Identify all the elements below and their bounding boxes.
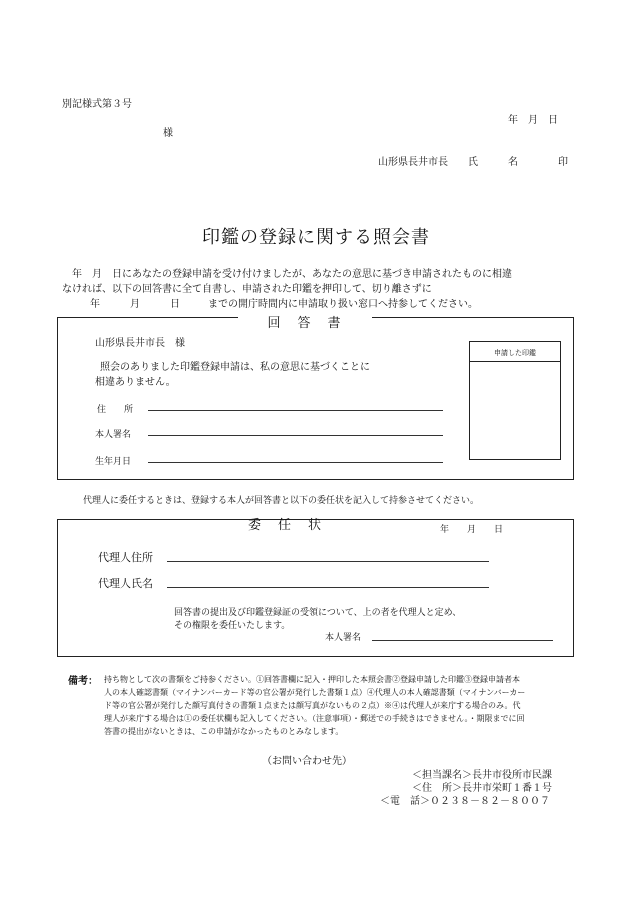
delegation-signature-label: 本人署名	[325, 633, 362, 643]
contact-address: ＜住 所＞長井市栄町１番１号	[412, 783, 552, 794]
proxy-name-line[interactable]	[167, 587, 489, 588]
form-number: 別記様式第３号	[62, 99, 132, 110]
delegation-signature-line[interactable]	[372, 640, 553, 641]
answer-addressee: 山形県長井市長 様	[95, 338, 185, 349]
contact-dept: ＜担当課名＞長井市役所市民課	[412, 770, 552, 781]
notes-line: 理人が来庁する場合は①の委任状欄も記入してください。（注意事項）・郵送での手続きはできません。・期限までに回	[104, 714, 525, 723]
address-line[interactable]	[148, 410, 443, 411]
addressee-suffix: 様	[163, 128, 173, 139]
answer-body-2: 相違ありません。	[95, 377, 176, 388]
page-title: 印鑑の登録に関する照会書	[202, 227, 430, 248]
delegation-body-2: その権限を委任いたします。	[174, 621, 291, 631]
seal-box-divider	[469, 361, 561, 362]
answer-body-1: 照会のありました印鑑登録申請は、私の意思に基づくことに	[100, 362, 370, 373]
notes-line: 人の本人確認書類（マイナンバーカード等の官公署が発行した書類１点）④代理人の本人確認書類（マイナンバーカー	[104, 688, 526, 697]
proxy-address-line[interactable]	[167, 561, 489, 562]
seal-box-label: 申請した印鑑	[494, 349, 536, 357]
intro-line-2: なければ、以下の回答書に全て自書し、申請された印鑑を押印して、切り離さずに	[62, 284, 432, 295]
notes-line: 持ち物として次の書類をご持参ください。①回答書欄に記入・押印した本照会書②登録申請した印鑑③登録申請者本	[104, 675, 520, 684]
delegation-heading: 委 任 状	[248, 518, 324, 533]
intro-line-3-date: 年 月 日	[90, 299, 180, 310]
birthdate-line[interactable]	[148, 462, 443, 463]
field-label-birthdate: 生年月日	[95, 457, 132, 467]
intro-line-1: 年 月 日にあなたの登録申請を受け付けましたが、あなたの意思に基づき申請されたものに相違	[72, 269, 512, 280]
field-label-address: 住 所	[97, 405, 134, 415]
field-label-proxy-name: 代理人氏名	[98, 577, 153, 590]
notes-line: ド等の官公署が発行した顔写真付きの書類１点または顔写真がないもの２点）※④は代理人が来庁する場合のみ。代	[104, 701, 521, 710]
field-label-proxy-address: 代理人住所	[98, 551, 153, 564]
delegation-date: 年 月 日	[440, 525, 504, 535]
proxy-note: 代理人に委任するときは、登録する本人が回答書と以下の委任状を記入して持参させてください。	[83, 496, 480, 506]
notes-label: 備考：	[68, 676, 98, 687]
delegation-body-1: 回答書の提出及び印鑑登録証の受領について、上の者を代理人と定め、	[174, 608, 462, 618]
contact-phone: ＜電 話＞０２３８－８２－８００７	[380, 796, 550, 807]
issuer-line: 山形県長井市長 氏 名 印	[378, 157, 568, 168]
contact-heading: （お問い合わせ先）	[262, 756, 352, 767]
notes-line: 答書の提出がないときは、この申請がなかったものとみなします。	[104, 727, 344, 736]
answer-heading: 回 答 書	[238, 317, 372, 331]
intro-line-3-rest: までの開庁時間内に申請取り扱い窓口へ持参してください。	[208, 299, 478, 310]
seal-box[interactable]	[469, 341, 561, 460]
header-date: 年 月 日	[508, 115, 558, 126]
signature-line[interactable]	[148, 435, 443, 436]
field-label-signature: 本人署名	[95, 430, 132, 440]
